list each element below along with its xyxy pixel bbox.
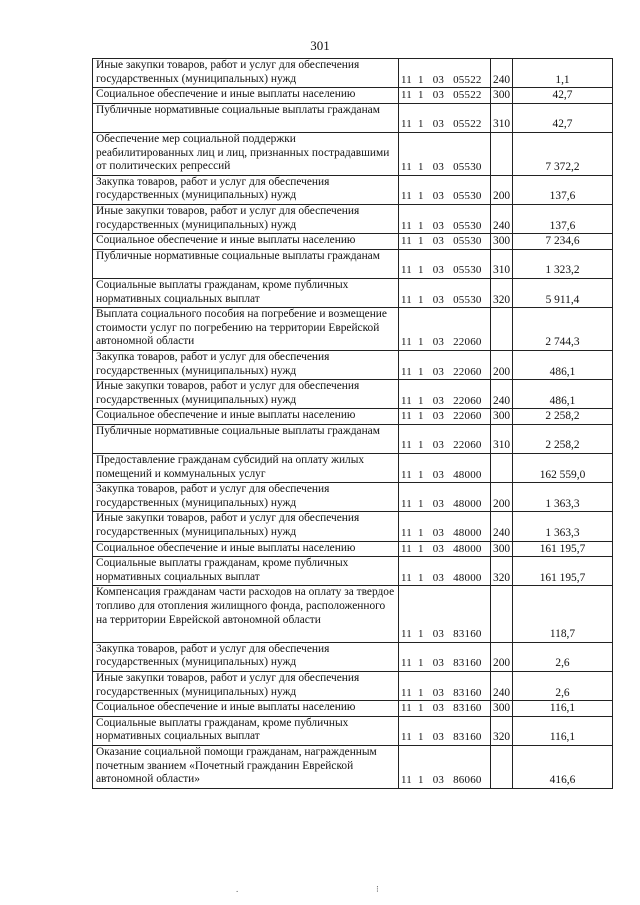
code-part-k3: 03 xyxy=(432,73,445,86)
row-code xyxy=(399,745,491,788)
row-code xyxy=(399,671,491,700)
code-part-k1: 11 xyxy=(401,774,412,787)
code-part-k1: 11 xyxy=(401,628,412,641)
code-part-k4: 05530 xyxy=(453,219,482,232)
row-description: Закупка товаров, работ и услуг для обеспечения государственных (муниципальных) нужд xyxy=(93,175,399,204)
code-part-k4: 22060 xyxy=(453,365,482,378)
row-description: Публичные нормативные социальные выплаты гражданам xyxy=(93,424,399,453)
row-code xyxy=(399,204,491,233)
row-description: Закупка товаров, работ и услуг для обеспечения государственных (муниципальных) нужд xyxy=(93,483,399,512)
code-part-k2: 1 xyxy=(418,219,424,232)
code-part-k1: 11 xyxy=(401,365,412,378)
row-description: Иные закупки товаров, работ и услуг для обеспечения государственных (муниципальных) нужд xyxy=(93,671,399,700)
row-code xyxy=(399,380,491,409)
code-part-k3: 03 xyxy=(432,365,445,378)
code-part-k3: 03 xyxy=(432,497,445,510)
table-row xyxy=(93,557,613,586)
code-part-k4: 22060 xyxy=(453,394,482,407)
row-code xyxy=(399,132,491,175)
row-expense-type: 300 xyxy=(491,88,513,104)
row-code xyxy=(399,88,491,104)
table-row xyxy=(93,512,613,541)
row-amount: 1 363,3 xyxy=(513,512,613,541)
code-part-k4: 22060 xyxy=(453,439,482,452)
code-part-k3: 03 xyxy=(432,731,445,744)
code-part-k3: 03 xyxy=(432,657,445,670)
code-part-k2: 1 xyxy=(418,235,424,248)
code-part-k2: 1 xyxy=(418,468,424,481)
table-row xyxy=(93,454,613,483)
row-expense-type: 320 xyxy=(491,278,513,307)
table-row xyxy=(93,380,613,409)
code-part-k1: 11 xyxy=(401,89,412,102)
table-row xyxy=(93,103,613,132)
row-code xyxy=(399,308,491,351)
row-code xyxy=(399,175,491,204)
code-part-k2: 1 xyxy=(418,264,424,277)
table-row xyxy=(93,716,613,745)
code-part-k4: 48000 xyxy=(453,542,482,555)
scan-dot: ⁝ xyxy=(376,884,379,894)
row-description: Иные закупки товаров, работ и услуг для обеспечения государственных (муниципальных) нужд xyxy=(93,204,399,233)
row-amount: 42,7 xyxy=(513,103,613,132)
table-row xyxy=(93,541,613,557)
code-part-k4: 48000 xyxy=(453,571,482,584)
row-code xyxy=(399,642,491,671)
row-amount: 118,7 xyxy=(513,586,613,642)
code-part-k4: 05530 xyxy=(453,235,482,248)
row-expense-type: 240 xyxy=(491,512,513,541)
table-row xyxy=(93,424,613,453)
row-description: Компенсация гражданам части расходов на оплату за твердое топливо для отопления жилищного фонда, расположенного на территории Еврейской автономной области xyxy=(93,586,399,642)
code-part-k2: 1 xyxy=(418,394,424,407)
code-part-k1: 11 xyxy=(401,161,412,174)
code-part-k4: 05530 xyxy=(453,264,482,277)
code-part-k4: 05530 xyxy=(453,293,482,306)
code-part-k3: 03 xyxy=(432,774,445,787)
code-part-k1: 11 xyxy=(401,468,412,481)
row-expense-type: 300 xyxy=(491,541,513,557)
code-part-k2: 1 xyxy=(418,774,424,787)
row-code xyxy=(399,409,491,425)
row-description: Закупка товаров, работ и услуг для обеспечения государственных (муниципальных) нужд xyxy=(93,350,399,379)
table-row xyxy=(93,483,613,512)
row-amount: 161 195,7 xyxy=(513,557,613,586)
code-part-k1: 11 xyxy=(401,702,412,715)
row-expense-type xyxy=(491,308,513,351)
row-code xyxy=(399,557,491,586)
table-row xyxy=(93,249,613,278)
row-expense-type xyxy=(491,132,513,175)
row-amount: 486,1 xyxy=(513,350,613,379)
code-part-k1: 11 xyxy=(401,527,412,540)
row-amount: 1 323,2 xyxy=(513,249,613,278)
code-part-k1: 11 xyxy=(401,394,412,407)
code-part-k3: 03 xyxy=(432,161,445,174)
row-expense-type: 240 xyxy=(491,671,513,700)
row-amount: 2 258,2 xyxy=(513,409,613,425)
row-code xyxy=(399,424,491,453)
code-part-k1: 11 xyxy=(401,219,412,232)
scan-marks xyxy=(0,884,640,898)
code-part-k1: 11 xyxy=(401,235,412,248)
table-row xyxy=(93,745,613,788)
code-part-k3: 03 xyxy=(432,571,445,584)
code-part-k4: 83160 xyxy=(453,628,482,641)
code-part-k4: 86060 xyxy=(453,774,482,787)
code-part-k3: 03 xyxy=(432,293,445,306)
code-part-k1: 11 xyxy=(401,686,412,699)
code-part-k3: 03 xyxy=(432,542,445,555)
row-amount: 7 234,6 xyxy=(513,234,613,250)
code-part-k2: 1 xyxy=(418,497,424,510)
code-part-k3: 03 xyxy=(432,89,445,102)
code-part-k3: 03 xyxy=(432,264,445,277)
table-row xyxy=(93,132,613,175)
row-expense-type: 200 xyxy=(491,175,513,204)
row-expense-type: 240 xyxy=(491,204,513,233)
code-part-k1: 11 xyxy=(401,439,412,452)
table-row xyxy=(93,642,613,671)
code-part-k1: 11 xyxy=(401,118,412,131)
code-part-k2: 1 xyxy=(418,542,424,555)
code-part-k4: 22060 xyxy=(453,410,482,423)
code-part-k4: 48000 xyxy=(453,497,482,510)
code-part-k1: 11 xyxy=(401,190,412,203)
code-part-k3: 03 xyxy=(432,336,445,349)
row-amount: 116,1 xyxy=(513,701,613,717)
code-part-k3: 03 xyxy=(432,394,445,407)
row-amount: 1 363,3 xyxy=(513,483,613,512)
code-part-k1: 11 xyxy=(401,731,412,744)
row-amount: 5 911,4 xyxy=(513,278,613,307)
row-description: Социальные выплаты гражданам, кроме публичных нормативных социальных выплат xyxy=(93,278,399,307)
row-code xyxy=(399,59,491,88)
code-part-k3: 03 xyxy=(432,219,445,232)
row-amount: 116,1 xyxy=(513,716,613,745)
row-expense-type: 310 xyxy=(491,249,513,278)
code-part-k3: 03 xyxy=(432,686,445,699)
code-part-k4: 48000 xyxy=(453,527,482,540)
row-amount: 2,6 xyxy=(513,671,613,700)
code-part-k1: 11 xyxy=(401,571,412,584)
row-expense-type xyxy=(491,586,513,642)
code-part-k3: 03 xyxy=(432,628,445,641)
row-expense-type: 310 xyxy=(491,103,513,132)
row-description: Социальное обеспечение и иные выплаты населению xyxy=(93,541,399,557)
code-part-k1: 11 xyxy=(401,73,412,86)
table-row xyxy=(93,175,613,204)
row-expense-type: 200 xyxy=(491,483,513,512)
code-part-k2: 1 xyxy=(418,365,424,378)
code-part-k3: 03 xyxy=(432,527,445,540)
code-part-k2: 1 xyxy=(418,293,424,306)
code-part-k3: 03 xyxy=(432,235,445,248)
code-part-k3: 03 xyxy=(432,468,445,481)
table-row xyxy=(93,88,613,104)
row-amount: 486,1 xyxy=(513,380,613,409)
row-expense-type: 200 xyxy=(491,642,513,671)
row-expense-type: 300 xyxy=(491,234,513,250)
code-part-k4: 05530 xyxy=(453,190,482,203)
row-description: Обеспечение мер социальной поддержки реабилитированных лиц и лиц, признанных пострадавшими от политических репрессий xyxy=(93,132,399,175)
row-description: Выплата социального пособия на погребение и возмещение стоимости услуг по погребению на территории Еврейской автономной области xyxy=(93,308,399,351)
code-part-k1: 11 xyxy=(401,293,412,306)
code-part-k2: 1 xyxy=(418,702,424,715)
code-part-k4: 83160 xyxy=(453,702,482,715)
code-part-k2: 1 xyxy=(418,439,424,452)
row-description: Закупка товаров, работ и услуг для обеспечения государственных (муниципальных) нужд xyxy=(93,642,399,671)
code-part-k2: 1 xyxy=(418,571,424,584)
row-amount: 7 372,2 xyxy=(513,132,613,175)
code-part-k4: 83160 xyxy=(453,686,482,699)
row-expense-type: 240 xyxy=(491,59,513,88)
row-amount: 2,6 xyxy=(513,642,613,671)
budget-table xyxy=(92,58,613,789)
table-row xyxy=(93,350,613,379)
code-part-k1: 11 xyxy=(401,336,412,349)
row-expense-type: 320 xyxy=(491,716,513,745)
code-part-k2: 1 xyxy=(418,73,424,86)
row-description: Публичные нормативные социальные выплаты гражданам xyxy=(93,103,399,132)
row-amount: 162 559,0 xyxy=(513,454,613,483)
row-expense-type: 300 xyxy=(491,409,513,425)
code-part-k4: 83160 xyxy=(453,731,482,744)
code-part-k1: 11 xyxy=(401,657,412,670)
row-code xyxy=(399,512,491,541)
row-amount: 1,1 xyxy=(513,59,613,88)
row-code xyxy=(399,716,491,745)
row-code xyxy=(399,701,491,717)
row-description: Иные закупки товаров, работ и услуг для обеспечения государственных (муниципальных) нужд xyxy=(93,380,399,409)
code-part-k2: 1 xyxy=(418,118,424,131)
row-code xyxy=(399,586,491,642)
table-row xyxy=(93,204,613,233)
table-row xyxy=(93,59,613,88)
table-row xyxy=(93,308,613,351)
code-part-k3: 03 xyxy=(432,702,445,715)
budget-table-body xyxy=(93,59,613,789)
code-part-k4: 05530 xyxy=(453,161,482,174)
code-part-k3: 03 xyxy=(432,118,445,131)
code-part-k2: 1 xyxy=(418,527,424,540)
row-expense-type: 240 xyxy=(491,380,513,409)
row-description: Оказание социальной помощи гражданам, награжденным почетным званием «Почетный гражданин Еврейской автономной области» xyxy=(93,745,399,788)
row-amount: 42,7 xyxy=(513,88,613,104)
table-row xyxy=(93,234,613,250)
row-description: Социальные выплаты гражданам, кроме публичных нормативных социальных выплат xyxy=(93,716,399,745)
row-amount: 2 744,3 xyxy=(513,308,613,351)
code-part-k2: 1 xyxy=(418,190,424,203)
code-part-k4: 22060 xyxy=(453,336,482,349)
row-expense-type: 310 xyxy=(491,424,513,453)
row-description: Социальное обеспечение и иные выплаты населению xyxy=(93,234,399,250)
table-row xyxy=(93,671,613,700)
code-part-k3: 03 xyxy=(432,190,445,203)
table-row xyxy=(93,586,613,642)
code-part-k1: 11 xyxy=(401,264,412,277)
row-code xyxy=(399,234,491,250)
table-row xyxy=(93,701,613,717)
row-expense-type: 200 xyxy=(491,350,513,379)
page-number: 301 xyxy=(310,38,330,53)
code-part-k4: 05522 xyxy=(453,89,482,102)
row-description: Иные закупки товаров, работ и услуг для обеспечения государственных (муниципальных) нужд xyxy=(93,59,399,88)
code-part-k1: 11 xyxy=(401,497,412,510)
table-row xyxy=(93,278,613,307)
row-description: Социальное обеспечение и иные выплаты населению xyxy=(93,409,399,425)
row-amount: 2 258,2 xyxy=(513,424,613,453)
code-part-k2: 1 xyxy=(418,89,424,102)
code-part-k3: 03 xyxy=(432,439,445,452)
code-part-k2: 1 xyxy=(418,657,424,670)
row-description: Иные закупки товаров, работ и услуг для обеспечения государственных (муниципальных) нужд xyxy=(93,512,399,541)
code-part-k2: 1 xyxy=(418,410,424,423)
row-code xyxy=(399,278,491,307)
row-code xyxy=(399,249,491,278)
row-expense-type: 320 xyxy=(491,557,513,586)
row-description: Предоставление гражданам субсидий на оплату жилых помещений и коммунальных услуг xyxy=(93,454,399,483)
row-amount: 137,6 xyxy=(513,175,613,204)
code-part-k2: 1 xyxy=(418,731,424,744)
code-part-k2: 1 xyxy=(418,628,424,641)
code-part-k4: 48000 xyxy=(453,468,482,481)
row-description: Социальное обеспечение и иные выплаты населению xyxy=(93,701,399,717)
row-code xyxy=(399,103,491,132)
row-amount: 161 195,7 xyxy=(513,541,613,557)
code-part-k2: 1 xyxy=(418,336,424,349)
row-amount: 416,6 xyxy=(513,745,613,788)
scan-dot: . xyxy=(236,884,239,894)
row-code xyxy=(399,483,491,512)
row-expense-type: 300 xyxy=(491,701,513,717)
code-part-k1: 11 xyxy=(401,410,412,423)
row-description: Социальные выплаты гражданам, кроме публичных нормативных социальных выплат xyxy=(93,557,399,586)
code-part-k2: 1 xyxy=(418,161,424,174)
code-part-k3: 03 xyxy=(432,410,445,423)
row-code xyxy=(399,350,491,379)
code-part-k2: 1 xyxy=(418,686,424,699)
code-part-k4: 05522 xyxy=(453,73,482,86)
code-part-k1: 11 xyxy=(401,542,412,555)
row-code xyxy=(399,454,491,483)
code-part-k4: 83160 xyxy=(453,657,482,670)
row-description: Публичные нормативные социальные выплаты гражданам xyxy=(93,249,399,278)
row-code xyxy=(399,541,491,557)
row-expense-type xyxy=(491,454,513,483)
code-part-k4: 05522 xyxy=(453,118,482,131)
row-expense-type xyxy=(491,745,513,788)
row-description: Социальное обеспечение и иные выплаты населению xyxy=(93,88,399,104)
row-amount: 137,6 xyxy=(513,204,613,233)
table-row xyxy=(93,409,613,425)
